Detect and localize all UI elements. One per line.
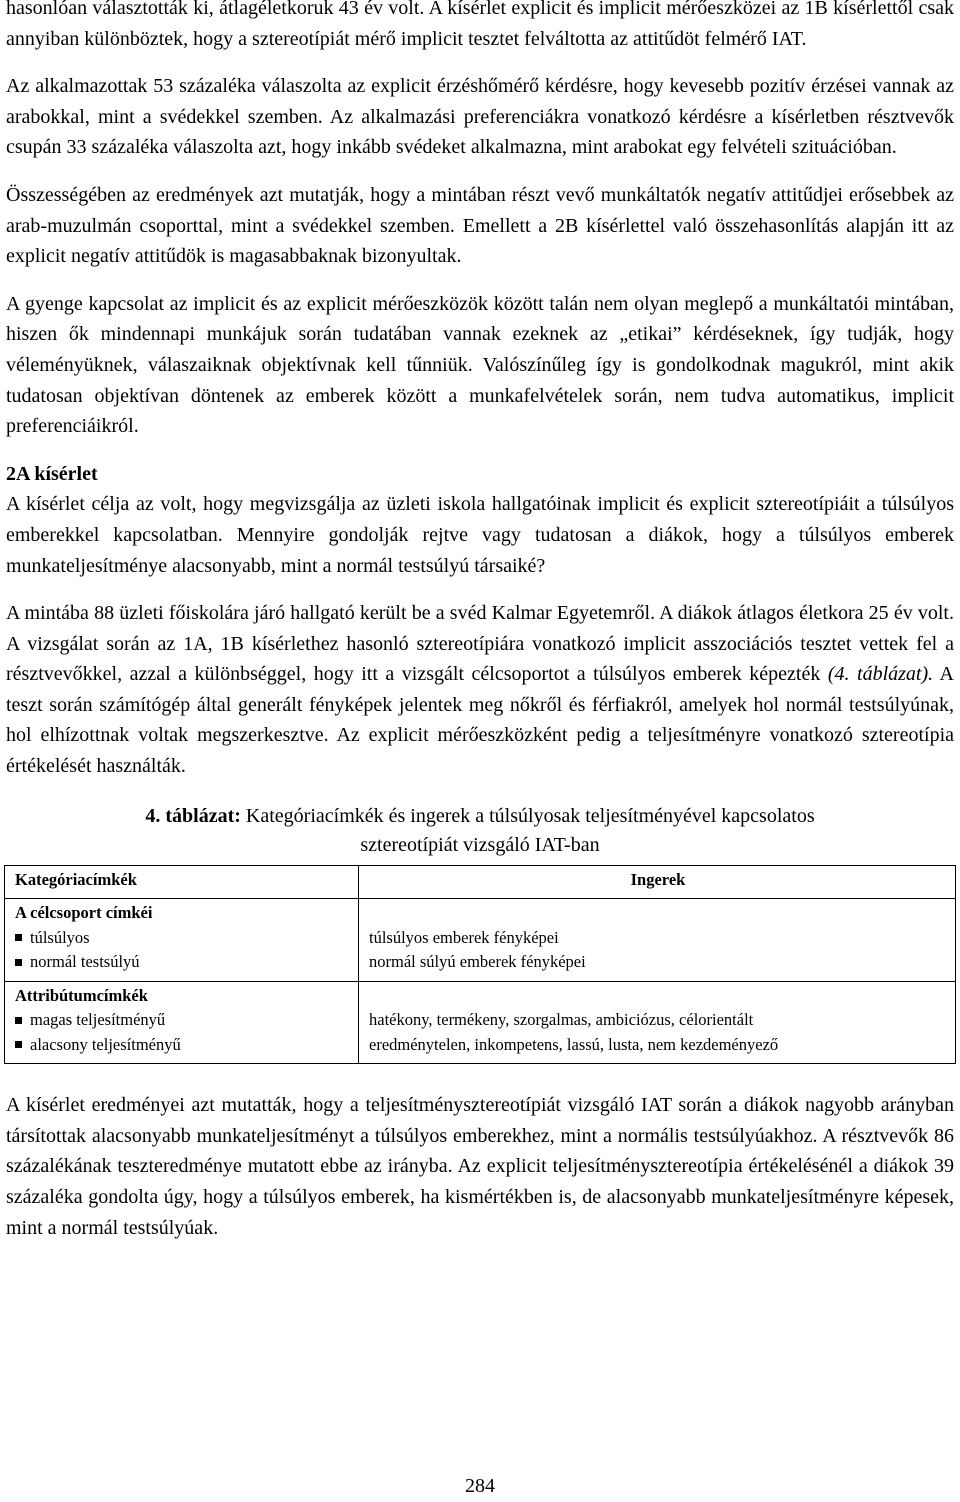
label-text: magas teljesítményű [30, 1010, 166, 1030]
stimulus-text: normál súlyú emberek fényképei [369, 952, 586, 972]
square-bullet-icon [15, 934, 22, 941]
paragraph: Összességében az eredmények azt mutatják, hogy a mintában részt vevő munkáltatók negatív attitűdjei erősebbek az arab-muzulmán csoporttal, mint a svédekkel szemben. Emellett a 2B kísérlettel való összehasonlítás alapján itt az explicit negatív attitűdök is magasabbaknak bizonyultak. [6, 183, 954, 268]
attribute-cell [5, 981, 359, 1064]
header-category-labels: Kategóriacímkék [5, 865, 359, 899]
target-group-stimuli [359, 899, 956, 982]
table-reference: (4. táblázat). [827, 663, 934, 686]
list-item [15, 1008, 350, 1033]
list-item [15, 950, 350, 975]
square-bullet-icon [15, 959, 22, 966]
table-caption [6, 802, 954, 831]
table-header-row [5, 865, 956, 899]
stimulus-text: hatékony, termékeny, szorgalmas, ambiciózus, célorientált [369, 1010, 754, 1030]
document-page [6, 0, 954, 1243]
paragraph: Az alkalmazottak 53 százaléka válaszolta az explicit érzéshőmérő kérdésre, hogy kevesebb pozitív érzései vannak az arabokkal, mint a svédekkel szemben. Az alkalmazási preferenciákra vonatkozó kérdésre a kísérletben résztvevők csupán 33 százaléka válaszolta azt, hogy inkább svédeket alkalmazna, mint arabokat egy felvételi szituációban. [6, 75, 954, 159]
square-bullet-icon [15, 1017, 22, 1024]
paragraph: hasonlóan választották ki, átlagéletkoruk 43 év volt. A kísérlet explicit és implicit mérőeszközei az 1B kísérlettől csak annyiban különböztek, hogy a sztereotípiát mérő implicit tesztet felváltotta az attitűdöt felmérő IAT. [6, 0, 954, 50]
list-item [15, 1033, 350, 1058]
paragraph-text: A teszt során számítógép által generált fényképek jelentek meg nőkről és férfiakról, amelyek hol normál testsúlyúnak, hol elhízottnak voltak megszerkesztve. Az explicit mérőeszközként pedig a teljesítményre vonatkozó sztereotípia értékelését használták. [6, 663, 954, 778]
stimulus-text: túlsúlyos emberek fényképei [369, 927, 559, 947]
table-caption-line2: sztereotípiát vizsgáló IAT-ban [360, 833, 600, 856]
paragraph: A gyenge kapcsolat az implicit és az explicit mérőeszközök között talán nem olyan meglepő a munkáltatói mintában, hiszen ők mindennapi munkájuk során tudatában vannak ezeknek az „etikai” kérdéseknek, így tudják, hogy véleményüknek, válaszaiknak objektívnak kell tűnniük. Valószínűleg így is gondolkodnak magukról, mint akik tudatosan objektívan döntenek az emberek között a munkafelvételek során, nem tudva automatikus, implicit preferenciáikról. [6, 292, 954, 438]
section-heading: 2A kísérlet [6, 462, 98, 485]
attribute-stimuli [359, 981, 956, 1064]
paragraph: A kísérlet eredményei azt mutatták, hogy a teljesítménysztereotípiát vizsgáló IAT során a diákok nagyobb arányban társítottak alacsonyabb munkateljesítményt a túlsúlyos emberekhez, mint a normális testsúlyúakhoz. A résztvevők 86 százalékának teszteredménye mutatott ebbe az irányba. Az explicit teljesítménysztereotípia értékelésénél a diákok 39 százaléka gondolta úgy, hogy a túlsúlyos emberek, ha kismértékben is, de alacsonyabb munkateljesítményre képesek, mint a normál testsúlyúak. [6, 1094, 954, 1239]
label-text: alacsony teljesítményű [30, 1034, 181, 1054]
paragraph-text: A mintába 88 üzleti főiskolára járó hallgató került be a svéd Kalmar Egyetemről. A diákok átlagos életkora 25 év volt. A vizsgálat során az 1A, 1B kísérlethez hasonló sztereotípiára vonatkozó implicit asszociációs tesztet vettek fel a résztvevőkkel, azzal a különbséggel, hogy itt a vizsgált célcsoportot a túlsúlyos emberek képezték [6, 602, 954, 686]
attribute-title: Attribútumcímkék [15, 985, 148, 1005]
stimulus-text: eredménytelen, inkompetens, lassú, lusta, nem kezdeményező [369, 1034, 779, 1054]
label-text: normál testsúlyú [30, 952, 140, 972]
target-group-title: A célcsoport címkéi [15, 903, 153, 923]
page-number: 284 [465, 1475, 495, 1497]
table-row [5, 899, 956, 982]
target-group-cell [5, 899, 359, 982]
paragraph: A kísérlet célja az volt, hogy megvizsgálja az üzleti iskola hallgatóinak implicit és explicit sztereotípiáit a túlsúlyos emberekkel kapcsolatban. Mennyire gondolják rejtve vagy tudatosan a diákok, hogy a túlsúlyos emberek munkateljesítménye alacsonyabb, mint a normál testsúlyú társaiké? [6, 493, 954, 577]
square-bullet-icon [15, 1041, 22, 1048]
list-item [15, 926, 350, 951]
table-row [5, 981, 956, 1064]
stimulus-table [4, 865, 956, 1065]
header-stimuli: Ingerek [359, 865, 956, 899]
paragraph [6, 598, 954, 782]
table-caption-label: 4. táblázat: [145, 804, 241, 827]
label-text: túlsúlyos [30, 927, 90, 947]
table-caption-text: Kategóriacímkék és ingerek a túlsúlyosak teljesítményével kapcsolatos [240, 804, 815, 827]
